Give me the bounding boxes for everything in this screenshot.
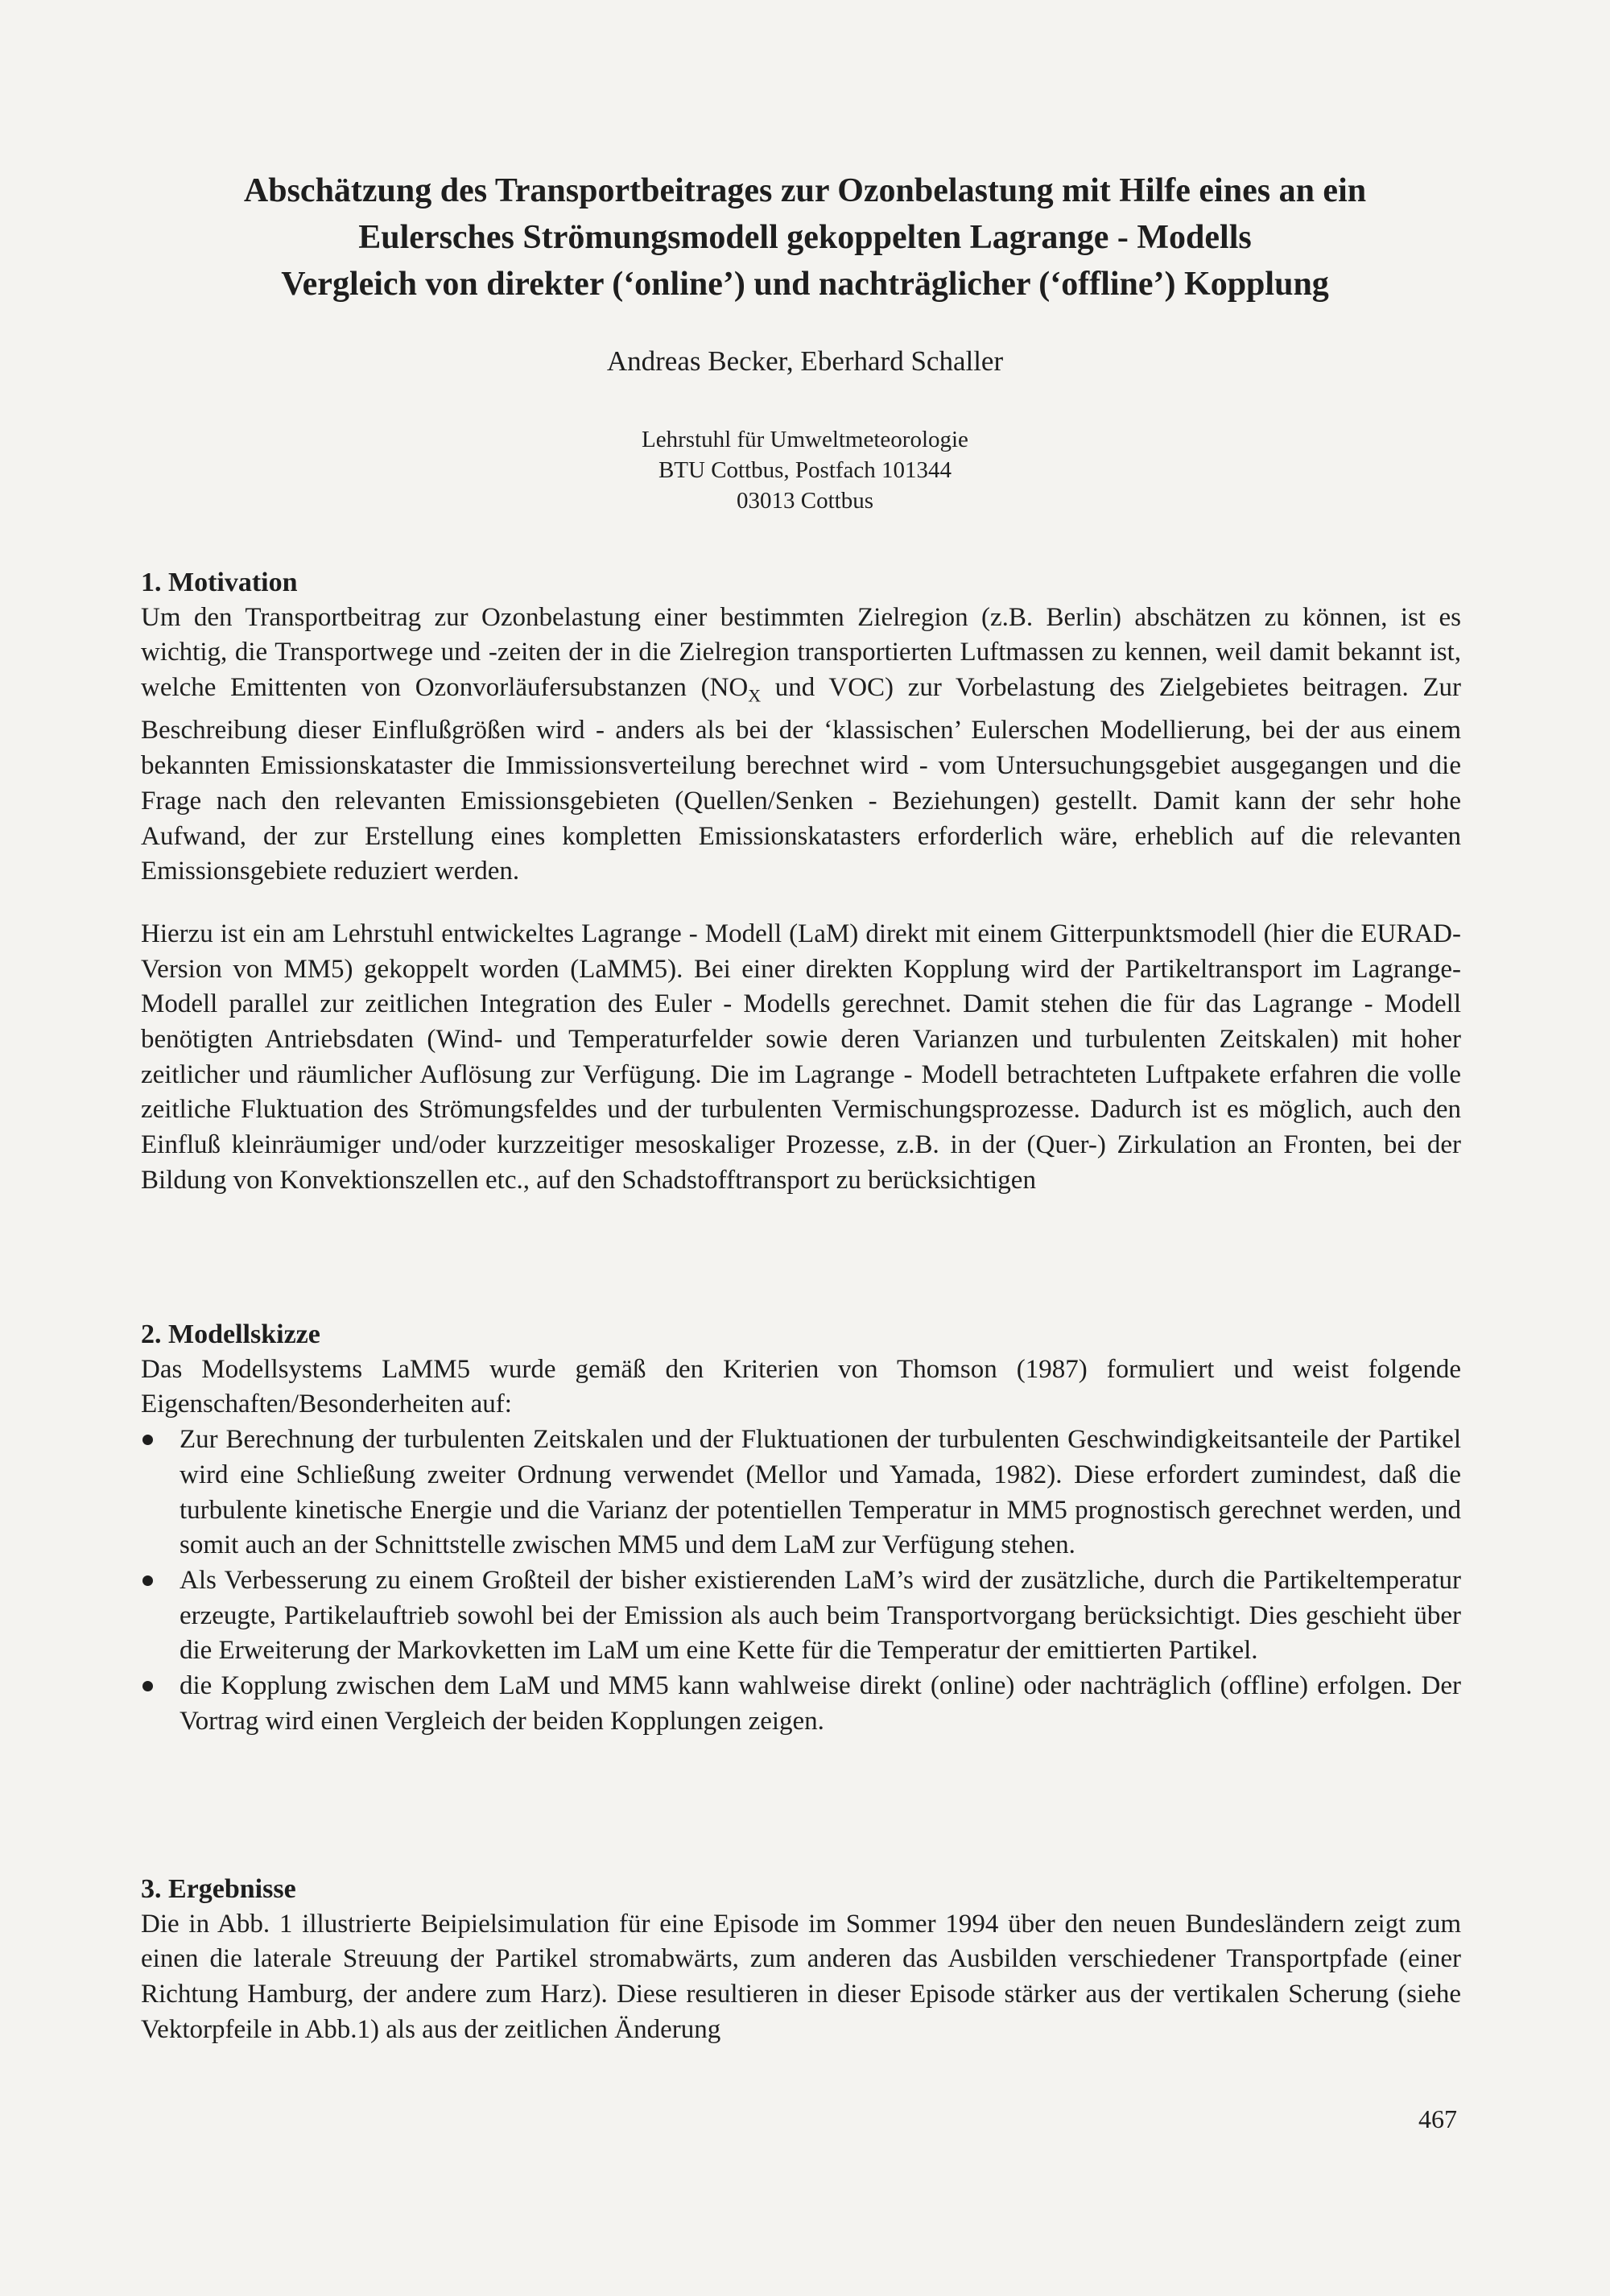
paragraph: Die in Abb. 1 illustrierte Beipielsimulation für eine Episode im Sommer 1994 über den neuen Bundesländern zeigt zum einen die laterale Streuung der Partikel stromabwärts, zum anderen das Ausbilden verschiedener Transportpfade (einer Richtung Hamburg, der andere zum Harz). Diese resultieren in dieser Episode stärker aus der vertikalen Scherung (siehe Vektorpfeile in Abb.1) als aus der zeitlichen Änderung	[141, 1909, 1461, 2044]
list-item-text: Als Verbesserung zu einem Großteil der bisher existierenden LaM’s wird der zusätzliche, durch die Partikeltemperatur erzeugte, Partikelauftrieb sowohl bei der Emission als auch beim Transportvorgang berücksichtigt. Dies geschieht über die Erweiterung der Markovketten im LaM um eine Kette für die Temperatur der emittierten Partikel.	[180, 1565, 1461, 1666]
bullet-list	[141, 1423, 1461, 1739]
list-item	[141, 1669, 1461, 1739]
section-heading: 3. Ergebnisse	[141, 1874, 296, 1904]
paragraph	[141, 601, 1461, 890]
page-number: 467	[1418, 2104, 1457, 2133]
paragraph: Hierzu ist ein am Lehrstuhl entwickeltes Lagrange - Modell (LaM) direkt mit einem Gitterpunktsmodell (hier die EURAD-Version von MM5) gekoppelt worden (LaMM5). Bei einer direkten Kopplung wird der Partikeltransport im Lagrange-Modell parallel zur zeitlichen Integration des Euler - Modells gerechnet. Damit stehen die für das Lagrange - Modell benötigten Antriebsdaten (Wind- und Temperaturfelder sowie deren Varianzen und turbulenten Zeitskalen) mit hoher zeitlicher und räumlicher Auflösung zur Verfügung. Die im Lagrange - Modell betrachteten Luftpakete erfahren die volle zeitliche Fluktuation des Strömungsfeldes und der turbulenten Vermischungsprozesse. Dadurch ist es möglich, auch den Einfluß kleinräumiger und/oder kurzzeitiger mesoskaliger Prozesse, z.B. in der (Quer-) Zirkulation an Fronten, bei der Bildung von Konvektionszellen etc., auf den Schadstofftransport zu berücksichtigen	[141, 919, 1461, 1195]
affiliation-line-2: BTU Cottbus, Postfach 101344	[658, 457, 952, 483]
paragraph: Das Modellsystems LaMM5 wurde gemäß den Kriterien von Thomson (1987) formuliert und weist folgende Eigenschaften/Besonderheiten auf:	[141, 1354, 1461, 1419]
section-heading: 2. Modellskizze	[141, 1319, 320, 1349]
list-item-text: die Kopplung zwischen dem LaM und MM5 kann wahlweise direkt (online) oder nachträglich (offline) erfolgen. Der Vortrag wird einen Vergleich der beiden Kopplungen zeigen.	[180, 1671, 1461, 1736]
list-item	[141, 1563, 1461, 1669]
bullet-icon	[142, 1681, 153, 1691]
affiliation-line-3: 03013 Cottbus	[737, 488, 873, 514]
section-ergebnisse	[141, 1872, 1461, 2048]
affiliation	[402, 424, 1208, 516]
authors: Andreas Becker, Eberhard Schaller	[606, 345, 1004, 377]
list-item-text: Zur Berechnung der turbulenten Zeitskalen und der Fluktuationen der turbulenten Geschwindigkeitsanteile der Partikel wird eine Schließung zweiter Ordnung verwendet (Mellor und Yamada, 1982). Diese erfordert zumindest, daß die turbulente kinetische Energie und die Varianz der potentiellen Temperatur in MM5 prognostisch gerechnet werden, und somit auch an der Schnittstelle zwischen MM5 und dem LaM zur Verfügung stehen.	[180, 1425, 1461, 1560]
section-motivation	[141, 565, 1461, 1199]
affiliation-line-1: Lehrstuhl für Umweltmeteorologie	[642, 427, 968, 452]
subscript: X	[748, 685, 762, 706]
section-modellskizze	[141, 1317, 1461, 1739]
title-line-1: Abschätzung des Transportbeitrages zur Ozonbelastung mit Hilfe eines an ein	[243, 172, 1367, 209]
list-item	[141, 1423, 1461, 1563]
bullet-icon	[142, 1575, 153, 1586]
title-line-3: Vergleich von direkter (‘online’) und nachträglicher (‘offline’) Kopplung	[281, 266, 1329, 303]
title-line-2: Eulersches Strömungsmodell gekoppelten Lagrange - Modells	[358, 219, 1252, 256]
paper-title	[121, 167, 1489, 308]
paragraph-text: und VOC) zur Vorbelastung des Zielgebietes beitragen. Zur Beschreibung dieser Einflußgrößen wird - anders als bei der ‘klassischen’ Eulerschen Modellierung, bei der aus einem bekannten Emissionskataster die Immissionsverteilung berechnet wird - vom Untersuchungsgebiet ausgegangen und die Frage nach den relevanten Emissionsgebieten (Quellen/Senken - Beziehungen) gestellt. Damit kann der sehr hohe Aufwand, der zur Erstellung eines kompletten Emissionskatasters erforderlich wäre, erheblich auf die relevanten Emissionsgebiete reduziert werden.	[141, 673, 1462, 886]
section-heading: 1. Motivation	[141, 568, 298, 597]
bullet-icon	[142, 1435, 153, 1445]
paragraph-text: Um den Transportbeitrag zur Ozonbelastung einer bestimmten Zielregion (z.B. Berlin) abschätzen zu können, ist es wichtig, die Transportwege und -zeiten der in die Zielregion transportierten Luftmassen zu kennen, weil damit bekannt ist, welche Emittenten von Ozonvorläufersubstanzen (NO	[141, 602, 1461, 703]
